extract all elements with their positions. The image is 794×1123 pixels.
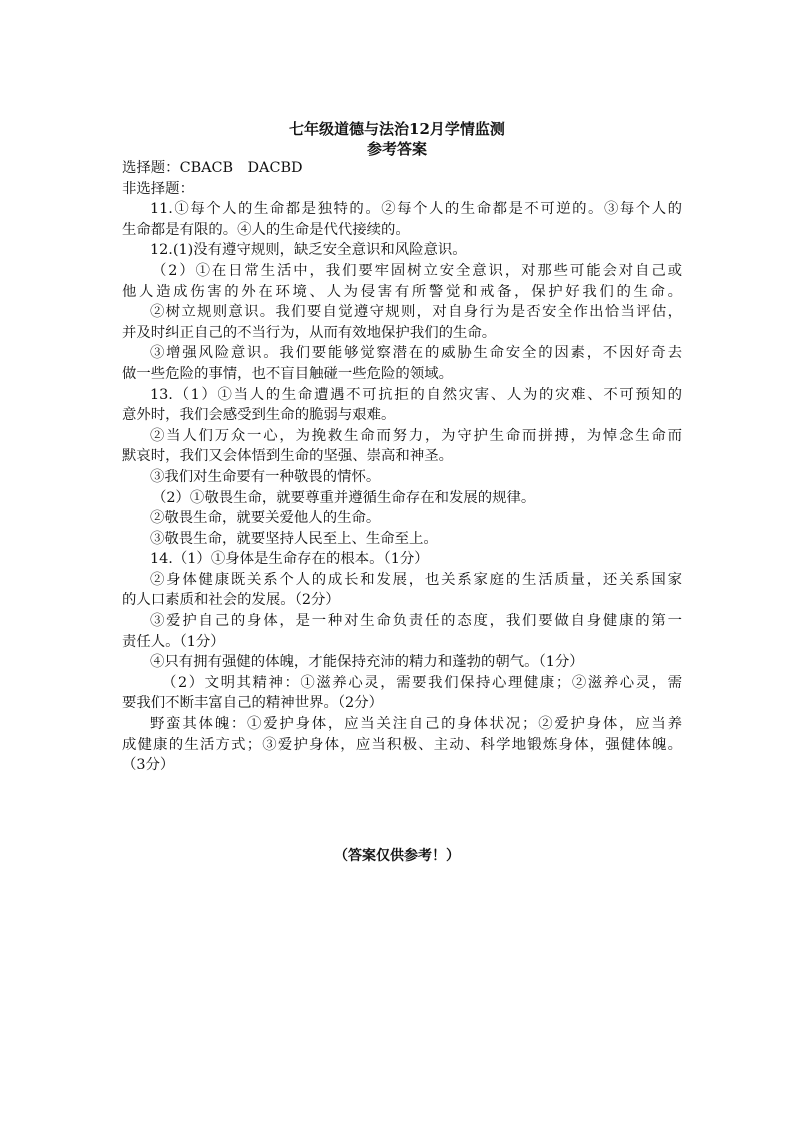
- q13-line: 意外时，我们会感受到生命的脆弱与艰难。: [122, 407, 396, 424]
- q13-line: ②敬畏生命，就要关爱他人的生命。: [150, 510, 381, 527]
- q13-line: 13.（1）①当人的生命遭遇不可抗拒的自然灾害、人为的灾难、不可预知的: [150, 386, 682, 403]
- q14-line: 野蛮其体魄：①爱护身体，应当关注自己的身体状况；②爱护身体，应当养: [150, 716, 682, 733]
- q12-line: ③增强风险意识。我们要能够觉察潜在的威胁生命安全的因素，不因好奇去: [150, 345, 682, 362]
- nonchoice-heading: 非选择题：: [122, 180, 194, 197]
- answer-body: [122, 158, 682, 776]
- q14-line: 14.（1）①身体是生命存在的根本。（1分）: [150, 551, 429, 568]
- q12-line: 他人造成伤害的外在环境、人为侵害有所警觉和戒备，保护好我们的生命。: [122, 283, 682, 300]
- q14-line: ②身体健康既关系个人的成长和发展，也关系家庭的生活质量，还关系国家: [150, 571, 682, 588]
- page-subtitle: 参考答案: [366, 140, 427, 158]
- q13-line: 默哀时，我们又会体悟到生命的坚强、崇高和神圣。: [122, 448, 453, 465]
- q12-line: 做一些危险的事情，也不盲目触碰一些危险的领域。: [122, 365, 453, 382]
- q14-line: ④只有拥有强健的体魄，才能保持充沛的精力和蓬勃的朝气。（1分）: [150, 654, 584, 671]
- q13-line: ③我们对生命要有一种敬畏的情怀。: [150, 468, 381, 485]
- q11-line: 11.①每个人的生命都是独特的。②每个人的生命都是不可逆的。③每个人的: [150, 201, 682, 218]
- q14-line: ③爱护自己的身体，是一种对生命负责任的态度，我们要做自身健康的第一: [150, 613, 682, 630]
- q11-line: 生命都是有限的。④人的生命是代代接续的。: [122, 221, 410, 238]
- q12-line: （2）①在日常生活中，我们要牢固树立安全意识，对那些可能会对自己或: [152, 262, 682, 279]
- q14-line: 的人口素质和社会的发展。（2分）: [122, 592, 340, 609]
- q13-line: ②当人们万众一心，为挽救生命而努力，为守护生命而拼搏，为悼念生命而: [150, 427, 682, 444]
- q12-line: 12.(1)没有遵守规则，缺乏安全意识和风险意识。: [150, 242, 467, 259]
- q12-line: ②树立规则意识。我们要自觉遵守规则，对自身行为是否安全作出恰当评估，: [150, 304, 682, 321]
- q14-line: 成健康的生活方式；③爱护身体，应当积极、主动、科学地锻炼身体，强健体魄。: [122, 736, 682, 753]
- q14-line: （3分）: [122, 757, 175, 774]
- q14-line: （2）文明其精神：①滋养心灵，需要我们保持心理健康；②滋养心灵，需: [162, 674, 682, 691]
- q14-line: 责任人。（1分）: [122, 633, 225, 650]
- q13-line: （2）①敬畏生命，就要尊重并遵循生命存在和发展的规律。: [152, 489, 536, 506]
- footer-note: （答案仅供参考！）: [334, 848, 460, 864]
- page-title: 七年级道德与法治12月学情监测: [289, 120, 505, 138]
- q13-line: ③敬畏生命，就要坚持人民至上、生命至上。: [150, 530, 438, 547]
- q14-line: 要我们不断丰富自己的精神世界。（2分）: [122, 695, 383, 712]
- choice-answers: 选择题：CBACB DACBD: [122, 160, 303, 176]
- q12-line: 并及时纠正自己的不当行为，从而有效地保护我们的生命。: [122, 324, 497, 341]
